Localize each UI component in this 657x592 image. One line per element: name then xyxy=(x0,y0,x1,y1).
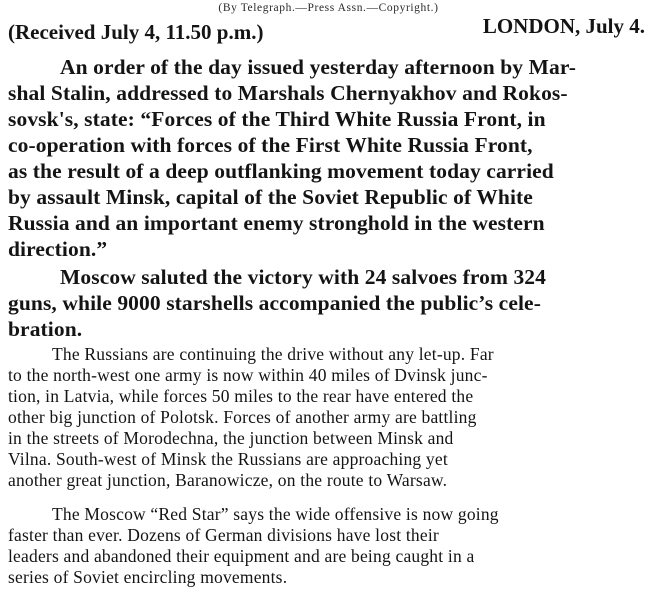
body-line: The Moscow “Red Star” says the wide offensive is now going xyxy=(52,504,499,524)
lead-line: as the result of a deep outflanking movement today carried xyxy=(8,159,554,183)
wire-credit: (By Telegraph.—Press Assn.—Copyright.) xyxy=(218,2,439,14)
lead-line: Moscow saluted the victory with 24 salvoes from 324 xyxy=(60,265,547,289)
body-line: The Russians are continuing the drive without any let-up. Far xyxy=(52,344,494,364)
body-line: leaders and abandoned their equipment and are being caught in a xyxy=(8,546,475,566)
body-line: other big junction of Polotsk. Forces of another army are battling xyxy=(8,407,477,427)
lead-line: bration. xyxy=(8,317,83,341)
lead-line: by assault Minsk, capital of the Soviet Republic of White xyxy=(8,185,533,209)
body-line: another great junction, Baranowicze, on the route to Warsaw. xyxy=(8,470,448,490)
body-line: faster than ever. Dozens of German divisions have lost their xyxy=(8,525,439,545)
lead-line: An order of the day issued yesterday afternoon by Mar- xyxy=(60,55,576,79)
received-timestamp: (Received July 4, 11.50 p.m.) xyxy=(8,20,264,44)
dateline: LONDON, July 4. xyxy=(482,14,645,38)
lead-line: co-operation with forces of the First White Russia Front, xyxy=(8,133,533,157)
body-line: tion, in Latvia, while forces 50 miles to the rear have entered the xyxy=(8,386,474,406)
lead-line: Russia and an important enemy stronghold in the western xyxy=(8,211,545,235)
body-line: to the north-west one army is now within 40 miles of Dvinsk junc- xyxy=(8,365,488,385)
lead-line: shal Stalin, addressed to Marshals Chernyakhov and Rokos- xyxy=(8,81,568,105)
body-line: Vilna. South-west of Minsk the Russians are approaching yet xyxy=(8,449,448,469)
lead-line: guns, while 9000 starshells accompanied the public’s cele- xyxy=(8,291,541,315)
lead-line: sovsk's, state: “Forces of the Third White Russia Front, in xyxy=(8,107,546,131)
body-line: series of Soviet encircling movements. xyxy=(8,567,288,587)
lead-line: direction.” xyxy=(8,237,108,261)
body-line: in the streets of Morodechna, the junction between Minsk and xyxy=(8,428,454,448)
